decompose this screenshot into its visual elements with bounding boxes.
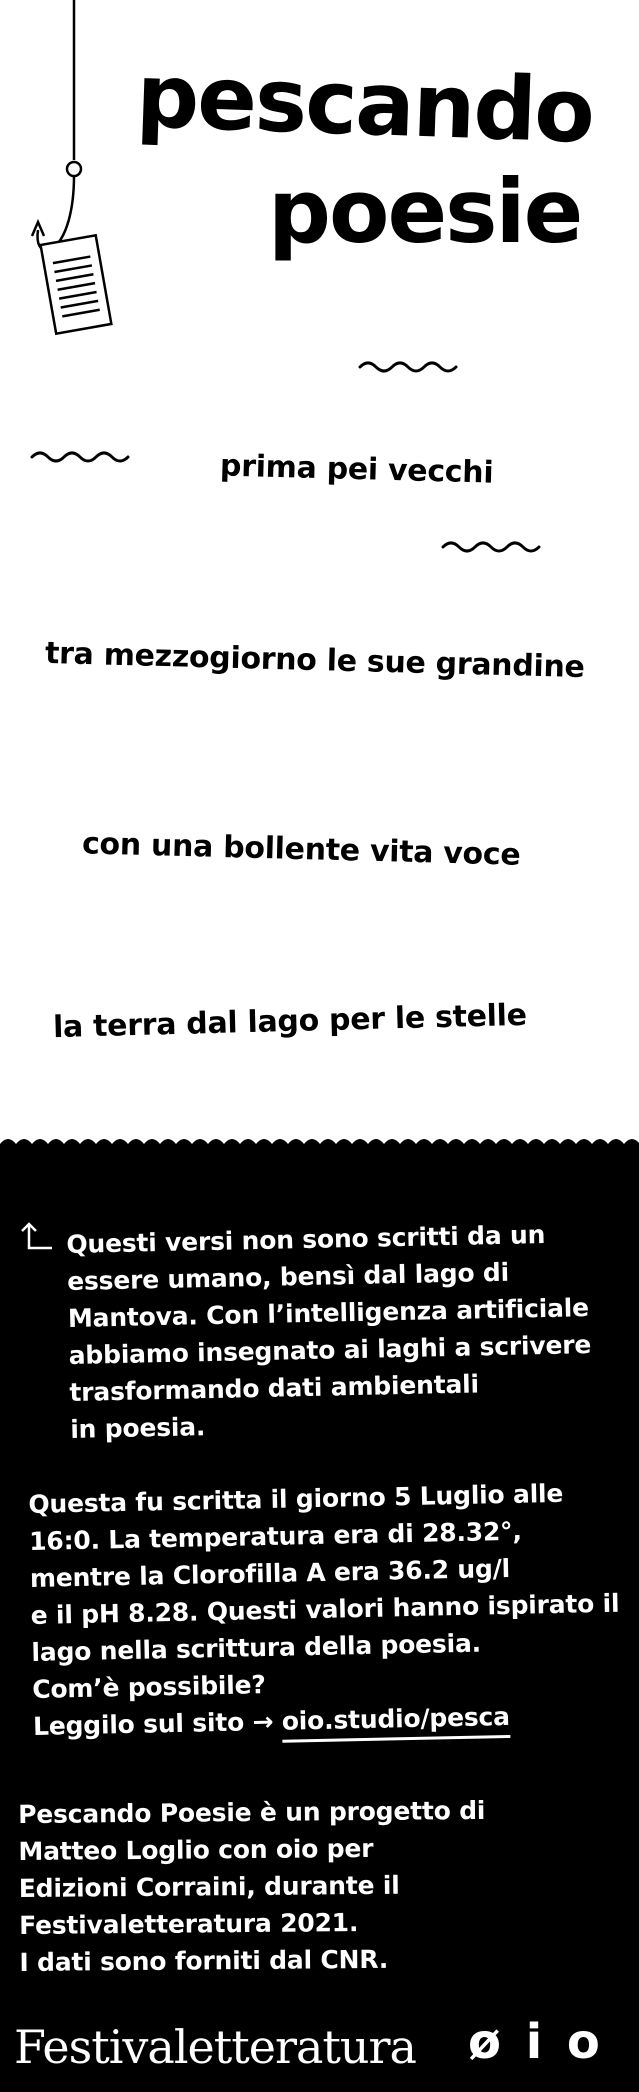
credits-text — [18, 1792, 487, 1981]
festivaletteratura-logo: Festivaletteratura — [14, 2020, 416, 2074]
details-line: lago nella scrittura della poesia. — [31, 1628, 482, 1667]
explanation-line: trasformando dati ambientali — [69, 1369, 480, 1407]
squiggle-wave-icon — [30, 447, 134, 465]
poem-line-1: prima pei vecchi — [219, 448, 494, 491]
website-link[interactable]: oio.studio/pesca — [281, 1702, 510, 1743]
explanation-text — [66, 1215, 593, 1448]
explanation-line: Questi versi non sono scritti da un — [66, 1219, 546, 1259]
credits-line: Festivaletteratura 2021. — [19, 1908, 359, 1940]
details-text — [28, 1474, 622, 1745]
explanation-line: Mantova. Con l’intelligenza artificiale — [67, 1293, 590, 1333]
explanation-line: in poesia. — [69, 1412, 206, 1444]
details-line: mentre la Clorofilla A era 36.2 ug/l — [29, 1553, 511, 1593]
explanation-line: abbiamo insegnato ai laghi a scrivere — [68, 1330, 592, 1370]
title-line-1: pescando — [134, 44, 595, 163]
credits-line: Edizioni Corraini, durante il — [18, 1870, 400, 1903]
details-line: 16:0. La temperatura era di 28.32°, — [28, 1516, 523, 1556]
details-line: Questa fu scritta il giorno 5 Luglio alle — [28, 1478, 564, 1519]
credits-line: Pescando Poesie è un progetto di — [18, 1795, 486, 1829]
return-up-arrow-icon — [20, 1222, 54, 1252]
squiggle-wave-icon — [358, 357, 462, 375]
explanation-line: essere umano, bensì dal lago di — [66, 1257, 510, 1296]
details-line: e il pH 8.28. Questi valori hanno ispirato il — [30, 1588, 620, 1630]
poem-line-3: con una bollente vita voce — [81, 826, 521, 873]
credits-line: I dati sono forniti dal CNR. — [19, 1944, 389, 1977]
details-line: Com’è possibile? — [31, 1670, 266, 1704]
fishing-hook-with-paper-icon — [28, 0, 118, 345]
poem-line-2: tra mezzogiorno le sue grandine — [44, 635, 586, 686]
oio-logo: ø i o — [468, 2014, 604, 2070]
poem-line-4: la terra dal lago per le stelle — [52, 997, 528, 1046]
read-more-prefix: Leggilo sul sito → — [32, 1706, 274, 1741]
credits-line: Matteo Loglio con oio per — [18, 1833, 374, 1866]
squiggle-wave-icon — [441, 537, 545, 555]
title-line-2: poesie — [268, 160, 582, 263]
